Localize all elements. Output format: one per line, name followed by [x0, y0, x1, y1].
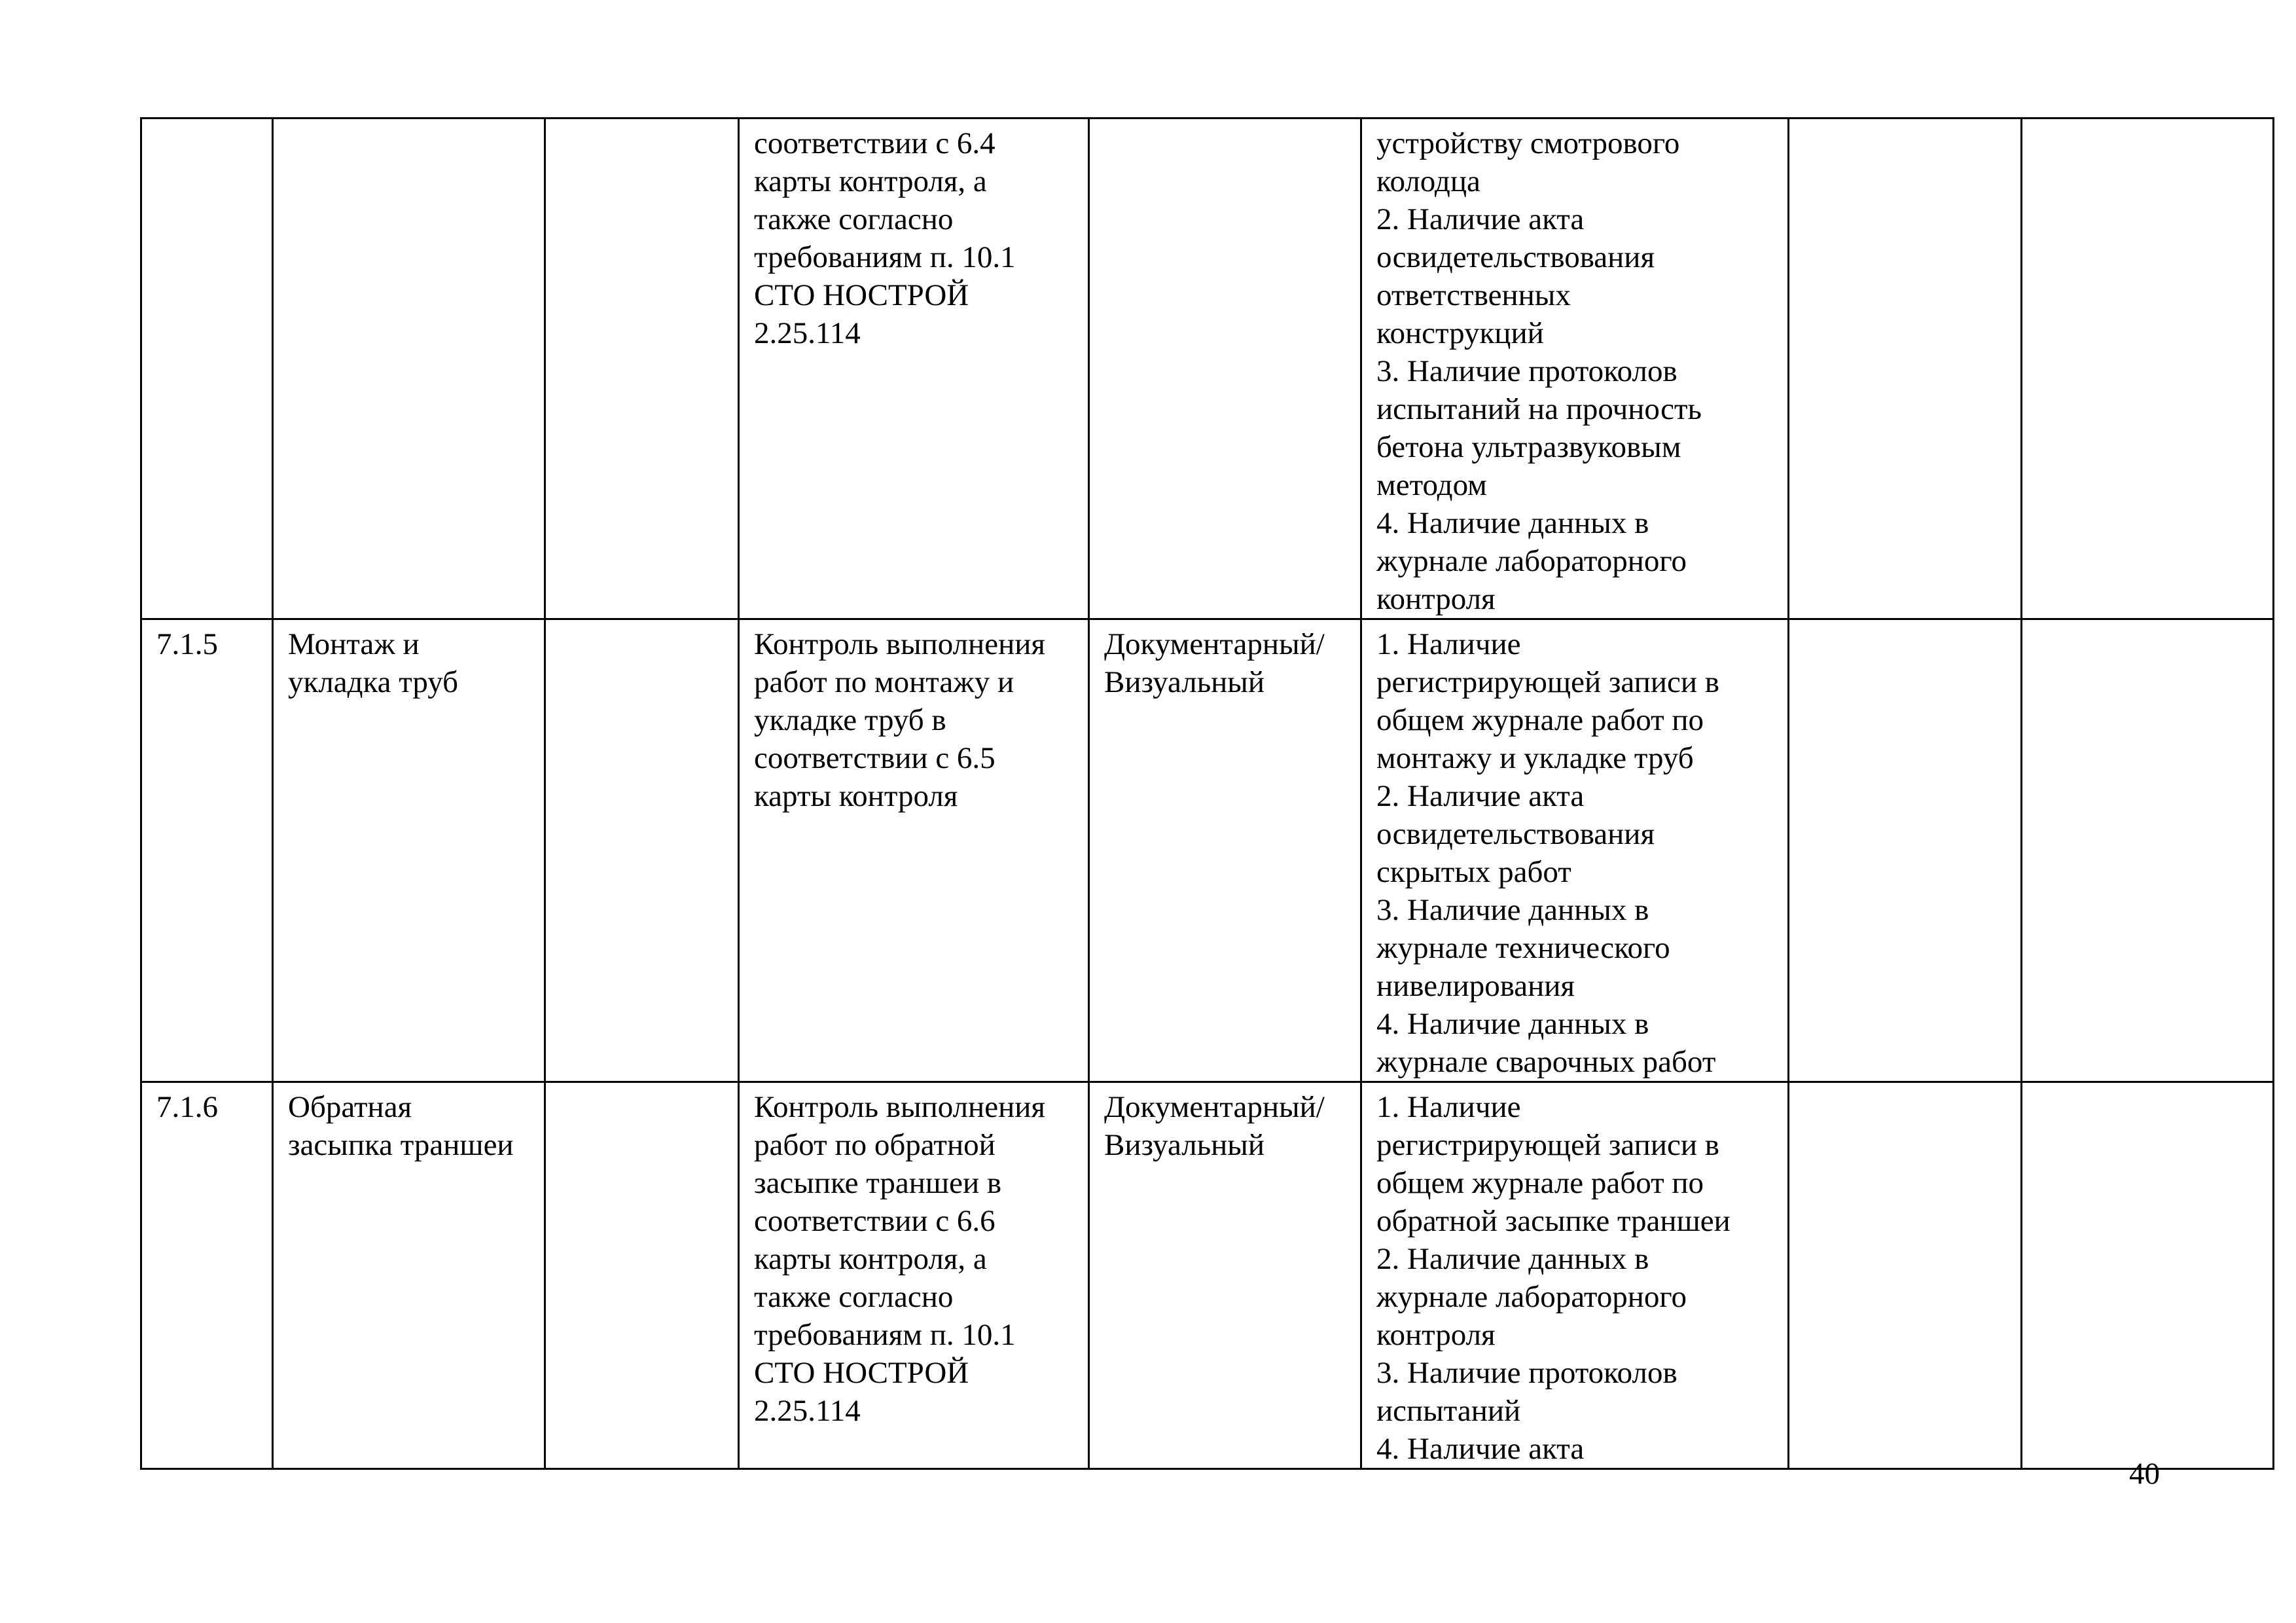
table-row [141, 619, 2274, 1082]
cell-control-method [1089, 119, 1361, 619]
cell-empty-8 [2022, 619, 2274, 1082]
cell-line: контроля [1376, 1318, 1496, 1352]
cell-documents [1361, 1082, 1789, 1469]
cell-line: испытаний на прочность [1376, 392, 1702, 426]
cell-line: СТО НОСТРОЙ [754, 278, 969, 312]
cell-line: колодца [1376, 164, 1480, 198]
table-body [141, 119, 2274, 1469]
cell-number [141, 1082, 273, 1469]
cell-text: 7.1.6 [156, 1090, 218, 1124]
cell-control-subject [739, 119, 1089, 619]
cell-line: также согласно [754, 202, 954, 236]
cell-empty-8 [2022, 119, 2274, 619]
cell-line: устройству смотрового [1376, 126, 1680, 160]
cell-work-name [273, 1082, 545, 1469]
cell-line: СТО НОСТРОЙ [754, 1356, 969, 1390]
cell-work-name [273, 119, 545, 619]
cell-text [1376, 124, 1773, 618]
cell-line: 3. Наличие протоколов [1376, 1356, 1677, 1390]
cell-line: Контроль выполнения [754, 1090, 1045, 1124]
cell-line: методом [1376, 468, 1487, 502]
cell-line: 2. Наличие акта [1376, 779, 1585, 813]
cell-control-method [1089, 1082, 1361, 1469]
cell-line: 1. Наличие [1376, 627, 1521, 661]
cell-line: также согласно [754, 1280, 954, 1314]
cell-text: 7.1.5 [156, 627, 218, 661]
cell-line: соответствии с 6.6 [754, 1204, 996, 1238]
cell-text [754, 124, 1073, 352]
cell-line: карты контроля, а [754, 164, 987, 198]
cell-line: испытаний [1376, 1394, 1521, 1428]
cell-text [288, 625, 529, 701]
cell-line: укладке труб в [754, 703, 946, 737]
cell-line: регистрирующей записи в [1376, 1128, 1719, 1162]
cell-line: укладка труб [288, 665, 459, 699]
cell-line: скрытых работ [1376, 855, 1571, 889]
cell-text [1376, 625, 1773, 1081]
cell-line: общем журнале работ по [1376, 703, 1704, 737]
cell-line: 2. Наличие акта [1376, 202, 1585, 236]
cell-documents [1361, 619, 1789, 1082]
cell-line: карты контроля [754, 779, 958, 813]
cell-control-subject [739, 1082, 1089, 1469]
cell-line: засыпке траншеи в [754, 1166, 1002, 1200]
cell-text [754, 1088, 1073, 1430]
cell-line: конструкций [1376, 316, 1544, 350]
cell-number [141, 119, 273, 619]
cell-line: требованиям п. 10.1 [754, 240, 1016, 274]
cell-line: 4. Наличие данных в [1376, 506, 1649, 540]
cell-line: 2.25.114 [754, 1394, 861, 1428]
cell-line: 2.25.114 [754, 316, 861, 350]
cell-line: требованиям п. 10.1 [754, 1318, 1016, 1352]
cell-number [141, 619, 273, 1082]
cell-line: регистрирующей записи в [1376, 665, 1719, 699]
cell-line: журнале сварочных работ [1376, 1045, 1716, 1079]
control-table [140, 117, 2274, 1470]
page-number: 40 [2129, 1457, 2160, 1491]
cell-work-name [273, 619, 545, 1082]
cell-empty-3 [545, 1082, 739, 1469]
cell-line: Визуальный [1104, 1128, 1265, 1162]
cell-line: карты контроля, а [754, 1242, 987, 1276]
cell-control-method [1089, 619, 1361, 1082]
cell-line: Монтаж и [288, 627, 420, 661]
table-row [141, 119, 2274, 619]
cell-line: Документарный/ [1104, 1090, 1325, 1124]
cell-text [1376, 1088, 1773, 1468]
cell-line: журнале технического [1376, 931, 1670, 965]
cell-line: соответствии с 6.4 [754, 126, 996, 160]
cell-line: засыпка траншеи [288, 1128, 514, 1162]
cell-line: бетона ультразвуковым [1376, 430, 1681, 464]
cell-line: нивелирования [1376, 969, 1575, 1003]
cell-line: соответствии с 6.5 [754, 741, 996, 775]
cell-line: 4. Наличие акта [1376, 1432, 1585, 1466]
cell-line: монтажу и укладке труб [1376, 741, 1694, 775]
cell-text [754, 625, 1073, 815]
cell-text [1104, 625, 1346, 701]
cell-empty-8 [2022, 1082, 2274, 1469]
cell-control-subject [739, 619, 1089, 1082]
cell-line: обратной засыпке траншеи [1376, 1204, 1731, 1238]
cell-line: 3. Наличие данных в [1376, 893, 1649, 927]
cell-empty-7 [1789, 1082, 2022, 1469]
cell-empty-7 [1789, 119, 2022, 619]
cell-line: 1. Наличие [1376, 1090, 1521, 1124]
cell-line: работ по монтажу и [754, 665, 1014, 699]
cell-line: журнале лабораторного [1376, 1280, 1687, 1314]
cell-line: освидетельствования [1376, 817, 1655, 851]
cell-line: работ по обратной [754, 1128, 996, 1162]
cell-text [288, 1088, 529, 1164]
cell-line: общем журнале работ по [1376, 1166, 1704, 1200]
cell-line: Контроль выполнения [754, 627, 1045, 661]
cell-line: Визуальный [1104, 665, 1265, 699]
cell-line: 4. Наличие данных в [1376, 1007, 1649, 1041]
cell-line: ответственных [1376, 278, 1571, 312]
cell-text [1104, 1088, 1346, 1164]
cell-line: Обратная [288, 1090, 412, 1124]
cell-line: Документарный/ [1104, 627, 1325, 661]
cell-empty-3 [545, 619, 739, 1082]
cell-empty-7 [1789, 619, 2022, 1082]
cell-line: контроля [1376, 582, 1496, 616]
cell-documents [1361, 119, 1789, 619]
cell-line: 3. Наличие протоколов [1376, 354, 1677, 388]
cell-line: 2. Наличие данных в [1376, 1242, 1649, 1276]
cell-line: журнале лабораторного [1376, 544, 1687, 578]
table-row [141, 1082, 2274, 1469]
cell-empty-3 [545, 119, 739, 619]
cell-line: освидетельствования [1376, 240, 1655, 274]
